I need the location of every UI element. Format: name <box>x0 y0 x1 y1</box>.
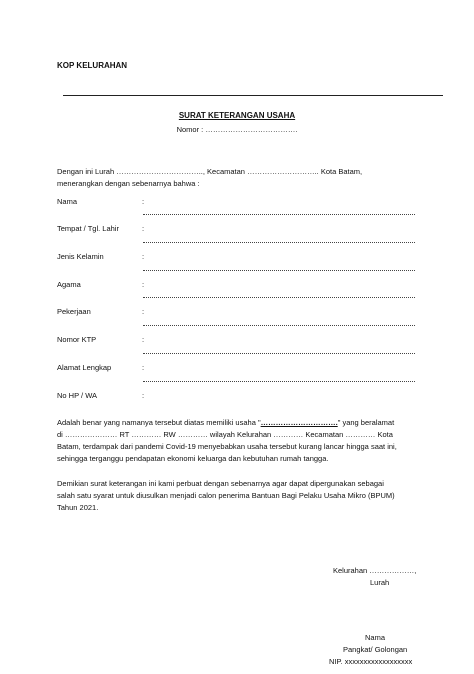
closing-line-2: salah satu syarat untuk diusulkan menjadi calon penerima Bantuan Bagi Pelaku Usaha Mikro (BPUM) <box>57 491 395 500</box>
field-label-no-hp-wa: No HP / WA <box>57 391 98 400</box>
field-colon: : <box>142 307 145 316</box>
closing-line-1: Demikian surat keterangan ini kami perbuat dengan sebenarnya agar dapat dipergunakan sebagai <box>57 479 384 488</box>
body-line-3: Batam, terdampak dari pandemi Covid-19 menyebabkan usaha tersebut kurang lancar hingga saat ini, <box>57 442 397 451</box>
opening-line-2: menerangkan dengan sebenarnya bahwa : <box>57 179 200 188</box>
field-label-nomor-ktp: Nomor KTP <box>57 335 97 344</box>
signatory-nip: NIP. xxxxxxxxxxxxxxxxxx <box>329 657 413 666</box>
kop-kelurahan: KOP KELURAHAN <box>57 61 128 70</box>
field-colon: : <box>142 280 145 289</box>
field-colon: : <box>142 197 145 206</box>
field-colon: : <box>142 252 145 261</box>
field-colon: : <box>142 335 145 344</box>
signature-role: Lurah <box>370 578 390 587</box>
field-label-jenis-kelamin: Jenis Kelamin <box>57 252 104 261</box>
body-line-1-end: " yang beralamat <box>337 418 395 427</box>
field-blank-line <box>143 353 415 354</box>
signatory-rank: Pangkat/ Golongan <box>343 645 408 654</box>
header-divider <box>63 95 443 96</box>
field-label-pekerjaan: Pekerjaan <box>57 307 91 316</box>
closing-line-3: Tahun 2021. <box>57 503 99 512</box>
field-blank-line <box>143 297 415 298</box>
body-line-2: di ………………… RT ………… RW ………… wilayah Kelurahan ………… Kecamatan ………… Kota <box>57 430 393 439</box>
body-line-1-start: Adalah benar yang namanya tersebut diatas memiliki usaha " <box>57 418 261 427</box>
letter-title: SURAT KETERANGAN USAHA <box>178 111 296 120</box>
field-blank-line <box>143 214 415 215</box>
signatory-name: Nama <box>365 633 386 642</box>
field-label-alamat-lengkap: Alamat Lengkap <box>57 363 112 372</box>
field-label-nama: Nama <box>57 197 78 206</box>
business-name-blank: …………………………. <box>260 418 338 427</box>
field-blank-line <box>143 242 415 243</box>
field-label-agama: Agama <box>57 280 81 289</box>
body-line-4: sehingga terganggu pendapatan ekonomi keluarga dan kebutuhan rumah tangga. <box>57 454 329 463</box>
field-blank-line <box>143 325 415 326</box>
field-colon: : <box>142 224 145 233</box>
body-line-1 <box>57 417 394 428</box>
field-blank-line <box>143 381 415 382</box>
field-colon: : <box>142 391 145 400</box>
field-blank-line <box>143 270 415 271</box>
field-label-tempat-tgl-lahir: Tempat / Tgl. Lahir <box>57 224 119 233</box>
letter-number: Nomor : ………………………………. <box>176 125 298 134</box>
signature-place: Kelurahan ………………, <box>333 566 417 575</box>
field-colon: : <box>142 363 145 372</box>
opening-line-1: Dengan ini Lurah …………………………….., Kecamatan ……………………….. Kota Batam, <box>57 167 363 176</box>
